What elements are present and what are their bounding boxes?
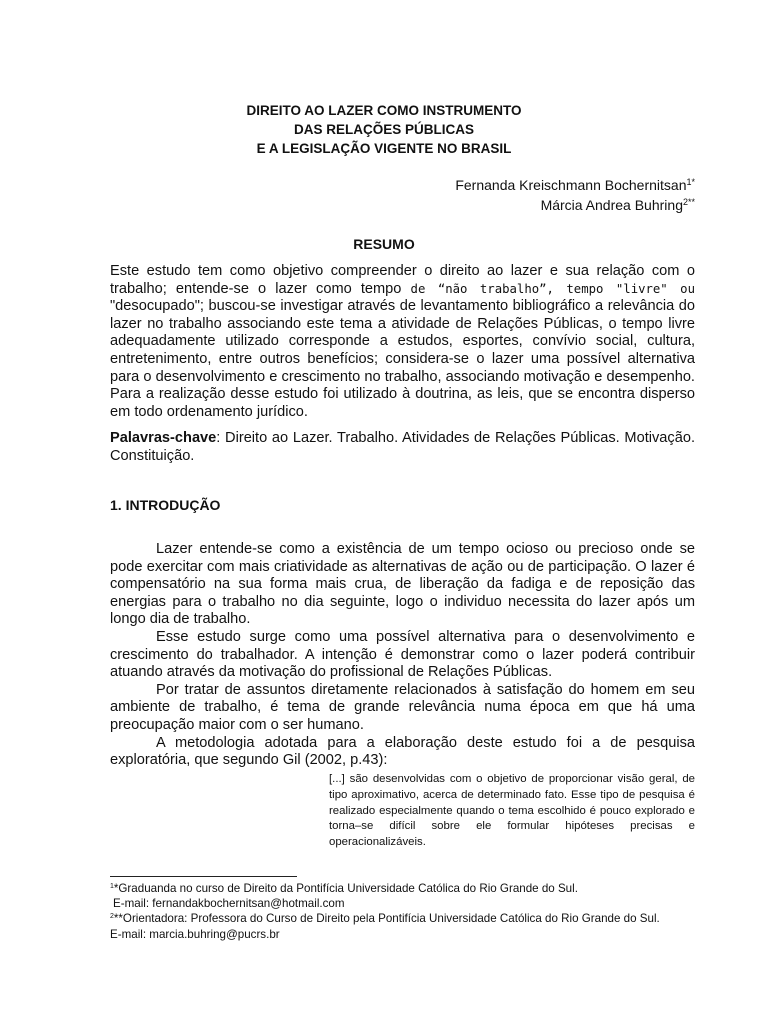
footnote-2-email: E-mail: marcia.buhring@pucrs.br bbox=[110, 927, 280, 941]
author-2 bbox=[455, 195, 695, 215]
introduction-body bbox=[110, 541, 695, 770]
intro-paragraph-1: Lazer entende-se como a existência de um tempo ocioso ou precioso onde se pode exercitar com mais criatividade as alternativas de ação ou de participação. O lazer é compensatório na sua forma mais crua, de liberação da fadiga e de reposição das energias para o trabalho no dia seguinte, logo o individuo necessita do lazer após um longo dia de trabalho. bbox=[110, 541, 695, 628]
abstract-text-mono-part: de “não trabalho”, tempo "livre" ou bbox=[410, 281, 695, 296]
author-1 bbox=[455, 175, 695, 195]
block-quote: [...] são desenvolvidas com o objetivo de proporcionar visão geral, de tipo aproximativo, acerca de determinado fato. Esse tipo de pesquisa é realizado especialmente quando o tema escolhido é pouco explorado e torna–se difícil sobre ele formular hipóteses precisas e operacionalizáveis. bbox=[329, 773, 695, 849]
title-line-2: DAS RELAÇÕES PÚBLICAS bbox=[293, 122, 474, 137]
footnote-divider bbox=[110, 876, 297, 877]
footnote-1 bbox=[110, 881, 695, 896]
keywords bbox=[110, 430, 695, 465]
title-line-3: E A LEGISLAÇÃO VIGENTE NO BRASIL bbox=[256, 141, 512, 156]
abstract-text bbox=[110, 263, 695, 421]
author-block bbox=[455, 175, 695, 215]
document-title bbox=[0, 101, 768, 158]
footnote-1-mark: 1 bbox=[110, 883, 114, 890]
author-1-name: Fernanda Kreischmann Bochernitsan bbox=[455, 177, 687, 193]
abstract-heading: RESUMO bbox=[353, 236, 415, 252]
footnote-2 bbox=[110, 911, 695, 926]
footnote-1-email: E-mail: fernandakbochernitsan@hotmail.com bbox=[113, 897, 345, 911]
author-1-mark: 1* bbox=[686, 177, 695, 187]
keywords-label: Palavras-chave bbox=[110, 430, 217, 446]
intro-paragraph-2: Esse estudo surge como uma possível alternativa para o desenvolvimento e crescimento do trabalhador. A intenção é demonstrar como o lazer poderá contribuir atuando através da motivação do profissional de Relações Públicas. bbox=[110, 628, 695, 681]
footnotes bbox=[110, 881, 695, 942]
author-2-name: Márcia Andrea Buhring bbox=[540, 197, 683, 213]
footnote-2-mark: 2 bbox=[110, 913, 114, 921]
section-heading-introduction: 1. INTRODUÇÃO bbox=[110, 497, 221, 513]
keywords-text: : Direito ao Lazer. Trabalho. Atividades de Relações Públicas. Motivação. Constituição. bbox=[110, 430, 695, 464]
author-2-mark: 2** bbox=[682, 197, 695, 207]
intro-paragraph-4: A metodologia adotada para a elaboração deste estudo foi a de pesquisa exploratória, que segundo Gil (2002, p.43): bbox=[110, 734, 695, 769]
footnote-1-text: *Graduanda no curso de Direito da Pontifícia Universidade Católica do Rio Grande do Sul. bbox=[113, 882, 578, 895]
footnote-2-text: **Orientadora: Professora do Curso de Direito pela Pontifícia Universidade Católica do Rio Grande do Sul. bbox=[113, 912, 660, 926]
abstract-text-part-1: Este estudo tem como objetivo compreender o direito ao lazer e sua relação com o trabalho; entende-se o lazer como tempo bbox=[110, 263, 695, 297]
intro-paragraph-3: Por tratar de assuntos diretamente relacionados à satisfação do homem em seu ambiente de trabalho, é tema de grande relevância numa época em que há uma preocupação maior com o ser humano. bbox=[110, 681, 695, 733]
abstract-text-part-2: "desocupado"; buscou-se investigar através de levantamento bibliográfico a relevância do lazer no trabalho associando este tema a atividade de Relações Públicas, o tempo livre adequadamente utilizado corresponde a estudos, esportes, convívio social, cultura, entretenimento, entre outros benefícios; considera-se o lazer uma possível alternativa para o desenvolvimento e crescimento no trabalho, associando motivação e desempenho. Para a realização desse estudo foi utilizado à doutrina, as leis, que se encontra disperso em todo ordenamento jurídico. bbox=[110, 298, 695, 420]
title-line-1: DIREITO AO LAZER COMO INSTRUMENTO bbox=[246, 103, 522, 118]
